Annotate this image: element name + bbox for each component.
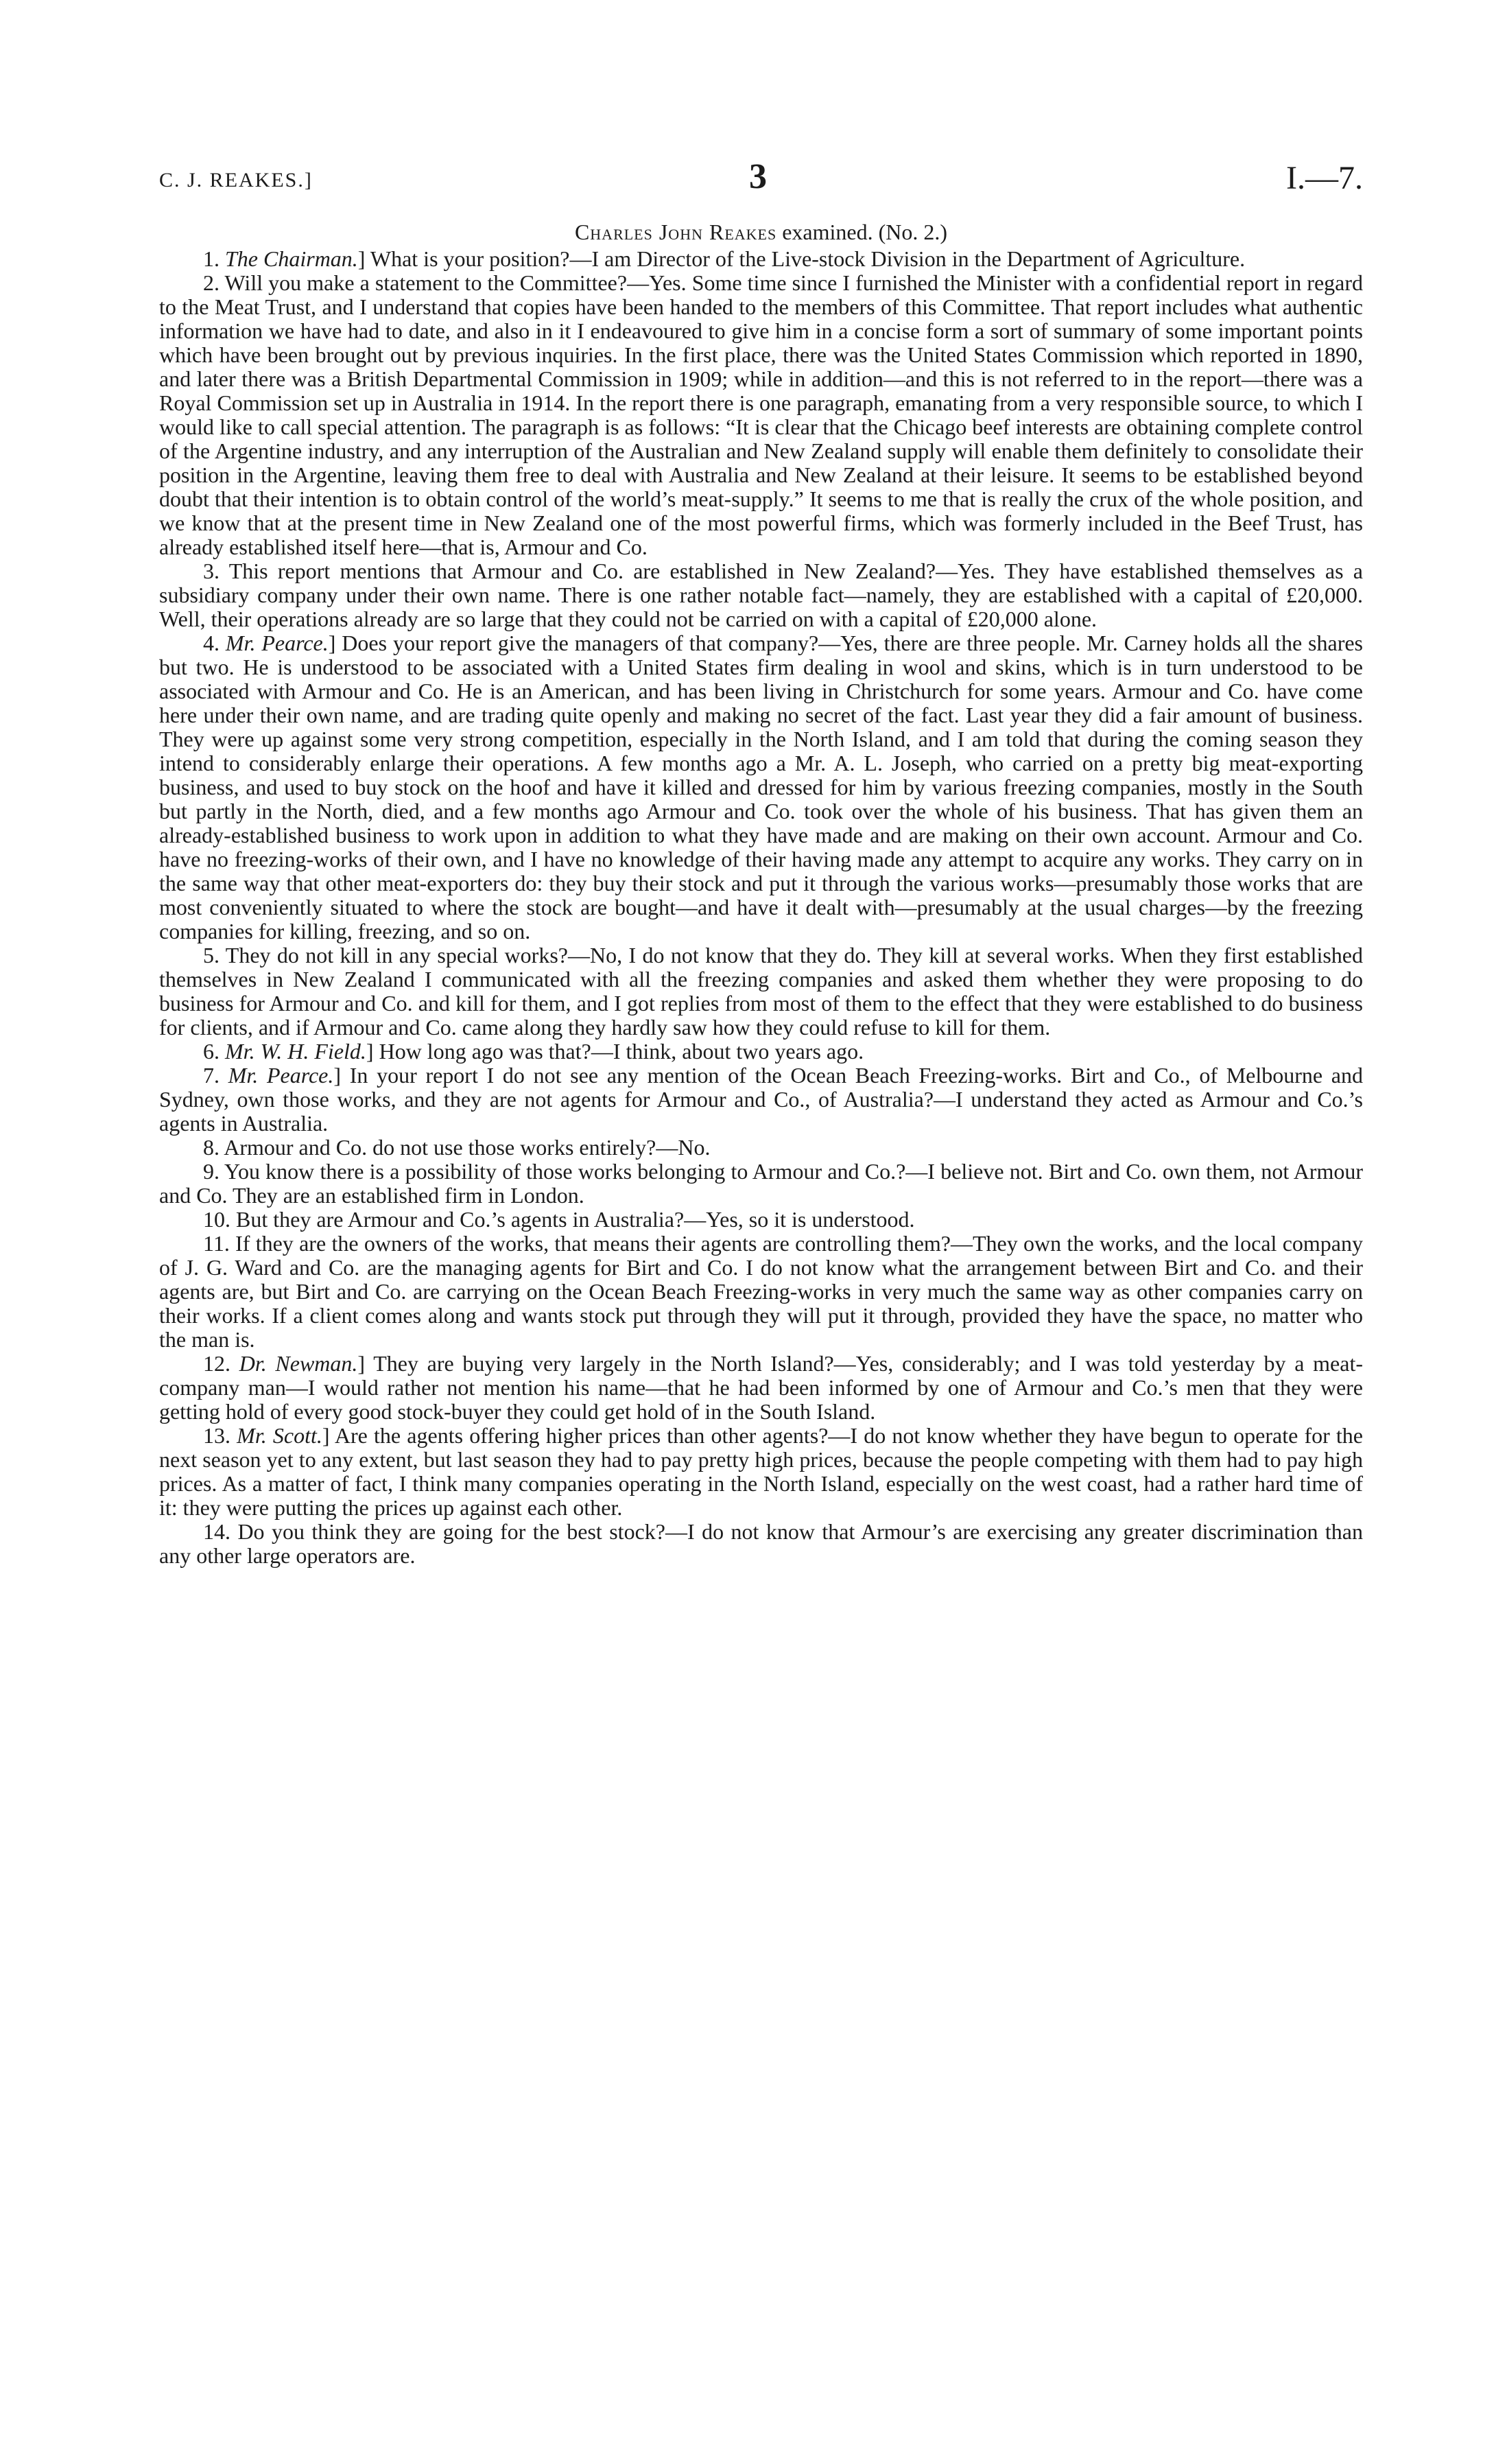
speaker-name: Mr. Pearce. [225,631,329,655]
section-title [159,220,1363,244]
question-paragraph: 9. You know there is a possibility of those works belonging to Armour and Co.?—I believe not. Birt and Co. own them, not Armour and Co. They are an established firm in London. [159,1159,1364,1208]
speaker-name: Dr. Newman. [239,1351,358,1376]
question-paragraph: 2. Will you make a statement to the Committee?—Yes. Some time since I furnished the Minister with a confidential report in regard to the Meat Trust, and I understand that copies have been handed to the members of this Committee. That report includes what authentic information we have had to date, and also in it I endeavoured to give him in a concise form a sort of summary of some important points which have been brought out by previous inquiries. In the first place, there was the United States Commission which reported in 1890, and later there was a British Departmental Commission in 1909; while in addition—and this is not referred to in the report—there was a Royal Commission set up in Australia in 1914. In the report there is one paragraph, emanating from a very responsible source, to which I would like to call special attention. The paragraph is as follows: “It is clear that the Chicago beef interests are obtaining complete control of the Argentine industry, and any interruption of the Australian and New Zealand supply will enable them definitely to consolidate their position in the Argentine, leaving them free to deal with Australia and New Zealand at their leisure. It seems to be established beyond doubt that their intention is to obtain control of the world’s meat-supply.” It seems to me that is really the crux of the whole position, and we know that at the present time in New Zealand one of the most powerful firms, which was formerly included in the Beef Trust, has already established itself here—that is, Armour and Co. [159,270,1364,559]
speaker-name: Mr. W. H. Field. [225,1039,366,1064]
speaker-name: Mr. Pearce. [228,1063,334,1088]
question-paragraph: 10. But they are Armour and Co.’s agents in Australia?—Yes, so it is understood. [203,1207,915,1232]
question-paragraph: 14. Do you think they are going for the best stock?—I do not know that Armour’s are exercising any greater discrimination than any other large operators are. [159,1519,1364,1568]
question-paragraph: 13. Mr. Scott.] Are the agents offering higher prices than other agents?—I do not know whether they have begun to operate for the next season yet to any extent, but last season they had to pay pretty high prices, because the people competing with them had to pay high prices. As a matter of fact, I think many companies operating in the North Island, especially on the west coast, had a rather hard time of it: they were putting the prices up against each other. [159,1423,1363,1520]
question-paragraph: 1. The Chairman.] What is your position?—I am Director of the Live-stock Division in the Department of Agriculture. [203,246,1246,271]
page-header [159,156,1363,204]
question-paragraph: 6. Mr. W. H. Field.] How long ago was that?—I think, about two years ago. [203,1039,864,1064]
question-paragraph: 8. Armour and Co. do not use those works entirely?—No. [203,1135,711,1160]
examination-number: (No. 2.) [878,220,948,244]
document-reference: I.—7. [1286,160,1363,196]
testimony-body [159,220,1363,1568]
question-paragraph: 5. They do not kill in any special works?—No, I do not know that they do. They kill at several works. When they first established themselves in New Zealand I communicated with all the freezing companies and asked them whether they were proposing to do business for Armour and Co. and kill for them, and I got replies from most of them to the effect that they were established to do business for clients, and if Armour and Co. came along they hardly saw how they could refuse to kill for them. [159,943,1364,1040]
speaker-name: The Chairman. [225,246,358,271]
title-suffix: examined. [782,220,873,244]
question-paragraph: 4. Mr. Pearce.] Does your report give the managers of that company?—Yes, there are three people. Mr. Carney holds all the shares but two. He is understood to be associated with a United States firm dealing in wool and skins, which is in turn understood to be associated with Armour and Co. He is an American, and has been living in Christchurch for some years. Armour and Co. have come here under their own name, and are trading quite openly and making no secret of the fact. Last year they did a fair amount of business. They were up against some very strong competition, especially in the North Island, and I am told that during the coming season they intend to considerably enlarge their operations. A few months ago a Mr. A. L. Joseph, who carried on a pretty big meat-exporting business, and used to buy stock on the hoof and have it killed and dressed for him by various freezing companies, mostly in the South but partly in the North, died, and a few months ago Armour and Co. took over the whole of his business. That has given them an already-established business to work upon in addition to what they have made and are making on their own account. Armour and Co. have no freezing-works of their own, and I have no knowledge of their having made any attempt to acquire any works. They carry on in the same way that other meat-exporters do: they buy their stock and put it through the various works—presumably those works that are most conveniently situated to where the stock are bought—and have it dealt with—presumably at the usual charges—by the freezing companies for killing, freezing, and so on. [159,631,1364,943]
question-paragraph: 12. Dr. Newman.] They are buying very largely in the North Island?—Yes, considerably; and I was told yesterday by a meat-company man—I would rather not mention his name—that he had been informed by one of Armour and Co.’s men that they were getting hold of every good stock-buyer they could get hold of in the South Island. [159,1351,1364,1424]
witness-name: Charles John Reakes [574,220,777,244]
question-paragraph: 3. This report mentions that Armour and Co. are established in New Zealand?—Yes. They have established themselves as a subsidiary company under their own name. There is one rather notable fact—namely, they are established with a capital of £20,000. Well, their operations already are so large that they could not be carried on with a capital of £20,000 alone. [159,559,1364,631]
witness-running-head: C. J. REAKES.] [159,169,313,191]
question-paragraph: 11. If they are the owners of the works, that means their agents are controlling them?—They own the works, and the local company of J. G. Ward and Co. are the managing agents for Birt and Co. I do not know what the arrangement between Birt and Co. and their agents are, but Birt and Co. are carrying on the Ocean Beach Freezing-works in very much the same way as other companies carry on their works. If a client comes along and wants stock put through they will put it through, provided they have the space, no matter who the man is. [159,1231,1364,1352]
speaker-name: Mr. Scott. [237,1423,322,1448]
question-paragraph: 7. Mr. Pearce.] In your report I do not see any mention of the Ocean Beach Freezing-works. Birt and Co., of Melbourne and Sydney, own those works, and they are not agents for Armour and Co., of Australia?—I understand they acted as Armour and Co.’s agents in Australia. [159,1063,1364,1136]
page-number: 3 [749,157,767,196]
